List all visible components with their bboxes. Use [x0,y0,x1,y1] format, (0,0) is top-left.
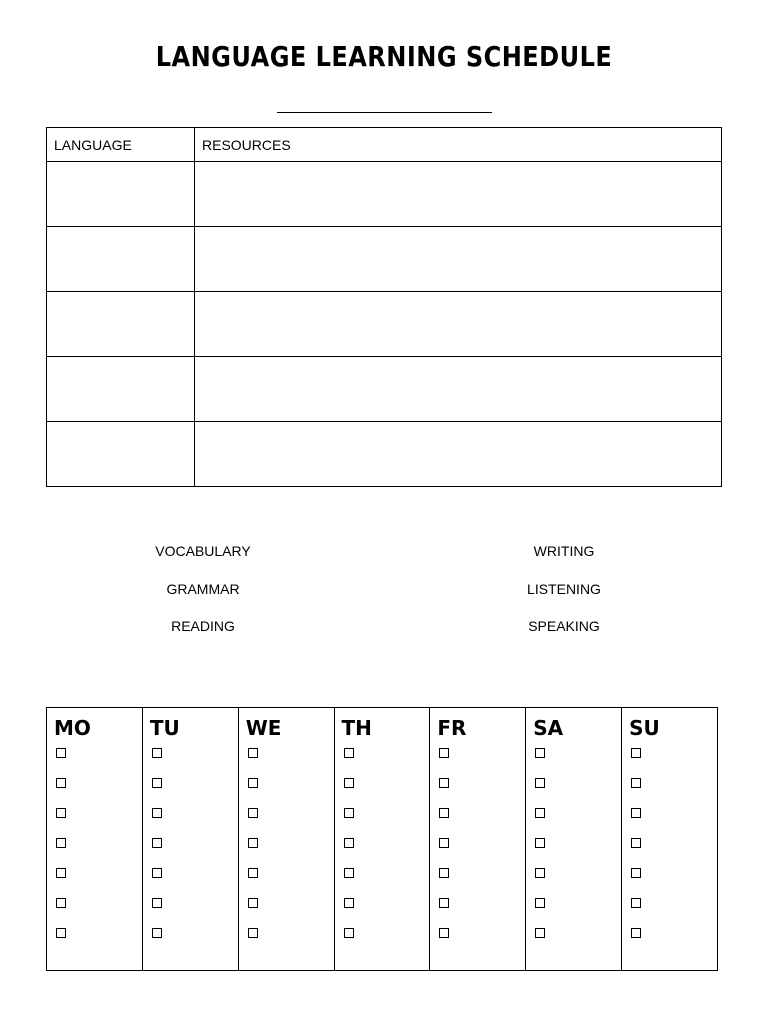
checkbox[interactable] [439,808,449,818]
skills-list-left [103,543,303,656]
checkbox[interactable] [631,778,641,788]
checkbox[interactable] [248,808,258,818]
day-column-fr [430,708,526,971]
checkbox[interactable] [535,868,545,878]
checkbox[interactable] [248,778,258,788]
skill-vocabulary: VOCABULARY [155,543,251,559]
checkbox[interactable] [56,778,66,788]
checkbox[interactable] [248,838,258,848]
header-resources: RESOURCES [195,128,722,162]
checkbox[interactable] [344,838,354,848]
checkbox[interactable] [344,928,354,938]
header-language: LANGUAGE [47,128,195,162]
checkbox[interactable] [439,778,449,788]
checkbox[interactable] [344,808,354,818]
resources-cell[interactable] [195,227,722,292]
day-label: TU [149,716,180,740]
checkbox[interactable] [535,928,545,938]
day-label: FR [437,716,467,740]
table-row [47,227,722,292]
day-label: WE [245,716,282,740]
checkbox[interactable] [152,928,162,938]
resources-cell[interactable] [195,162,722,227]
language-cell[interactable] [47,422,195,487]
name-blank-line[interactable] [277,112,492,113]
checkbox[interactable] [631,868,641,878]
skill-listening: LISTENING [527,580,601,597]
checkbox[interactable] [535,808,545,818]
table-row [47,422,722,487]
day-column-th [334,708,430,971]
checkbox[interactable] [56,898,66,908]
weekly-checklist-table [46,707,718,971]
table-row [47,162,722,227]
skill-grammar: GRAMMAR [166,580,240,597]
checkbox[interactable] [56,748,66,758]
checkbox[interactable] [631,748,641,758]
checkbox[interactable] [535,748,545,758]
resources-cell[interactable] [195,292,722,357]
skill-speaking: SPEAKING [528,618,600,634]
checkbox[interactable] [439,868,449,878]
checkbox[interactable] [535,838,545,848]
checkbox[interactable] [631,928,641,938]
checkbox[interactable] [248,748,258,758]
day-column-mo [47,708,143,971]
checkbox[interactable] [248,898,258,908]
day-column-sa [526,708,622,971]
checkbox[interactable] [344,778,354,788]
checkbox[interactable] [631,898,641,908]
checkbox[interactable] [344,868,354,878]
language-resources-table [46,127,722,487]
checkbox[interactable] [152,748,162,758]
language-cell[interactable] [47,292,195,357]
checkbox[interactable] [535,898,545,908]
checkbox[interactable] [152,808,162,818]
checkbox[interactable] [56,838,66,848]
language-cell[interactable] [47,227,195,292]
checkbox[interactable] [631,808,641,818]
checkbox[interactable] [631,838,641,848]
table-header-row [47,128,722,162]
day-label: TH [341,716,372,740]
day-column-tu [142,708,238,971]
checkbox[interactable] [152,868,162,878]
checkbox[interactable] [248,868,258,878]
day-label: MO [54,716,91,740]
checkbox[interactable] [439,928,449,938]
skill-reading: READING [171,618,235,634]
table-row [47,357,722,422]
checkbox[interactable] [344,748,354,758]
skills-list-right [464,543,664,656]
day-label: SU [629,716,660,740]
checkbox[interactable] [344,898,354,908]
language-cell[interactable] [47,357,195,422]
page-title: LANGUAGE LEARNING SCHEDULE [155,40,613,73]
day-label: SA [533,716,564,740]
checkbox[interactable] [535,778,545,788]
checkbox[interactable] [56,928,66,938]
day-column-su [622,708,718,971]
language-cell[interactable] [47,162,195,227]
table-row [47,292,722,357]
checkbox[interactable] [248,928,258,938]
resources-cell[interactable] [195,357,722,422]
checkbox[interactable] [56,808,66,818]
checkbox[interactable] [152,898,162,908]
checkbox[interactable] [439,748,449,758]
checkbox[interactable] [439,838,449,848]
checkbox[interactable] [152,838,162,848]
week-row [47,708,718,971]
checkbox[interactable] [56,868,66,878]
checkbox[interactable] [439,898,449,908]
day-column-we [238,708,334,971]
skill-writing: WRITING [533,543,595,559]
resources-cell[interactable] [195,422,722,487]
checkbox[interactable] [152,778,162,788]
